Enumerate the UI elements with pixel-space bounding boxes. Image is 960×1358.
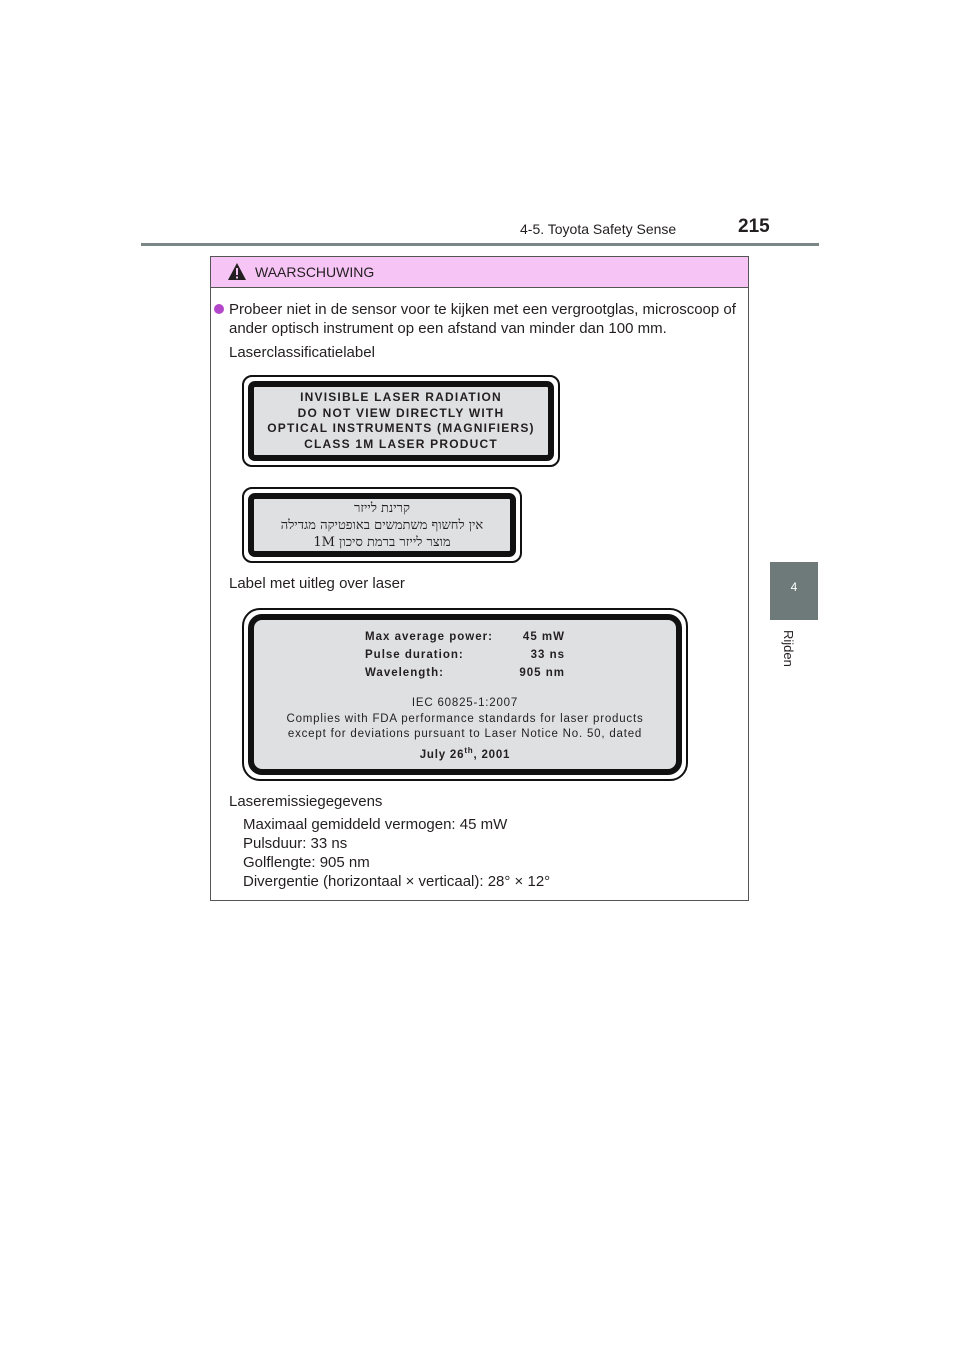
complies-date: July 26th, 2001	[419, 745, 511, 761]
label-en-line: CLASS 1M LASER PRODUCT	[304, 436, 498, 451]
spec-name: Wavelength:	[365, 667, 444, 679]
label-en-line: INVISIBLE LASER RADIATION	[300, 390, 502, 404]
warning-triangle-icon	[227, 262, 247, 281]
emission-line: Maximaal gemiddeld vermogen: 45 mW	[243, 816, 508, 833]
header-rule	[141, 243, 819, 246]
header-section-title: 4-5. Toyota Safety Sense	[520, 221, 677, 237]
spec-name: Pulse duration:	[365, 649, 464, 661]
label-he-line: מוצר לייזר ברמת סיכון 1M	[313, 534, 451, 550]
warning-header	[211, 257, 748, 288]
spec-value: 45 mW	[522, 631, 565, 643]
spec-value: 33 ns	[530, 649, 565, 661]
label-he-line: אין לחשוף משתמשים באופטיקה מגדילה	[280, 517, 484, 533]
emission-list	[243, 815, 550, 891]
chapter-number: 4	[790, 580, 798, 594]
explanation-caption: Label met uitleg over laser	[229, 575, 405, 592]
bullet-dot	[214, 304, 224, 314]
complies-line: Complies with FDA performance standards for laser products	[286, 712, 644, 725]
label-en-line: DO NOT VIEW DIRECTLY WITH	[297, 405, 505, 420]
emission-line: Golflengte: 905 nm	[243, 854, 370, 871]
spec-value: 905 nm	[519, 667, 565, 679]
page-number: 215	[738, 216, 770, 237]
laser-explanation-label	[242, 608, 688, 781]
classification-caption: Laserclassificatielabel	[229, 344, 375, 361]
spec-name: Max average power:	[365, 631, 493, 643]
laser-class-label-en	[242, 375, 560, 467]
laser-class-label-he	[242, 487, 522, 563]
iec-standard: IEC 60825-1:2007	[411, 697, 519, 709]
emission-caption: Laseremissiegegevens	[229, 793, 383, 810]
complies-line: except for deviations pursuant to Laser Notice No. 50, dated	[287, 728, 643, 740]
emission-line: Pulsduur: 33 ns	[243, 835, 348, 852]
chapter-label: Rijden	[781, 630, 796, 667]
warning-bullet-text: Probeer niet in de sensor voor te kijken met een vergrootglas, microscoop of ander optisch instrument op een afstand van minder dan 100 mm.	[229, 301, 736, 337]
label-he-line: קרינת לייזר	[354, 500, 410, 516]
label-en-line: OPTICAL INSTRUMENTS (MAGNIFIERS)	[267, 421, 535, 435]
spec-table	[365, 628, 565, 682]
warning-title: WAARSCHUWING	[255, 264, 375, 280]
emission-line: Divergentie (horizontaal × verticaal): 28° × 12°	[243, 873, 551, 890]
